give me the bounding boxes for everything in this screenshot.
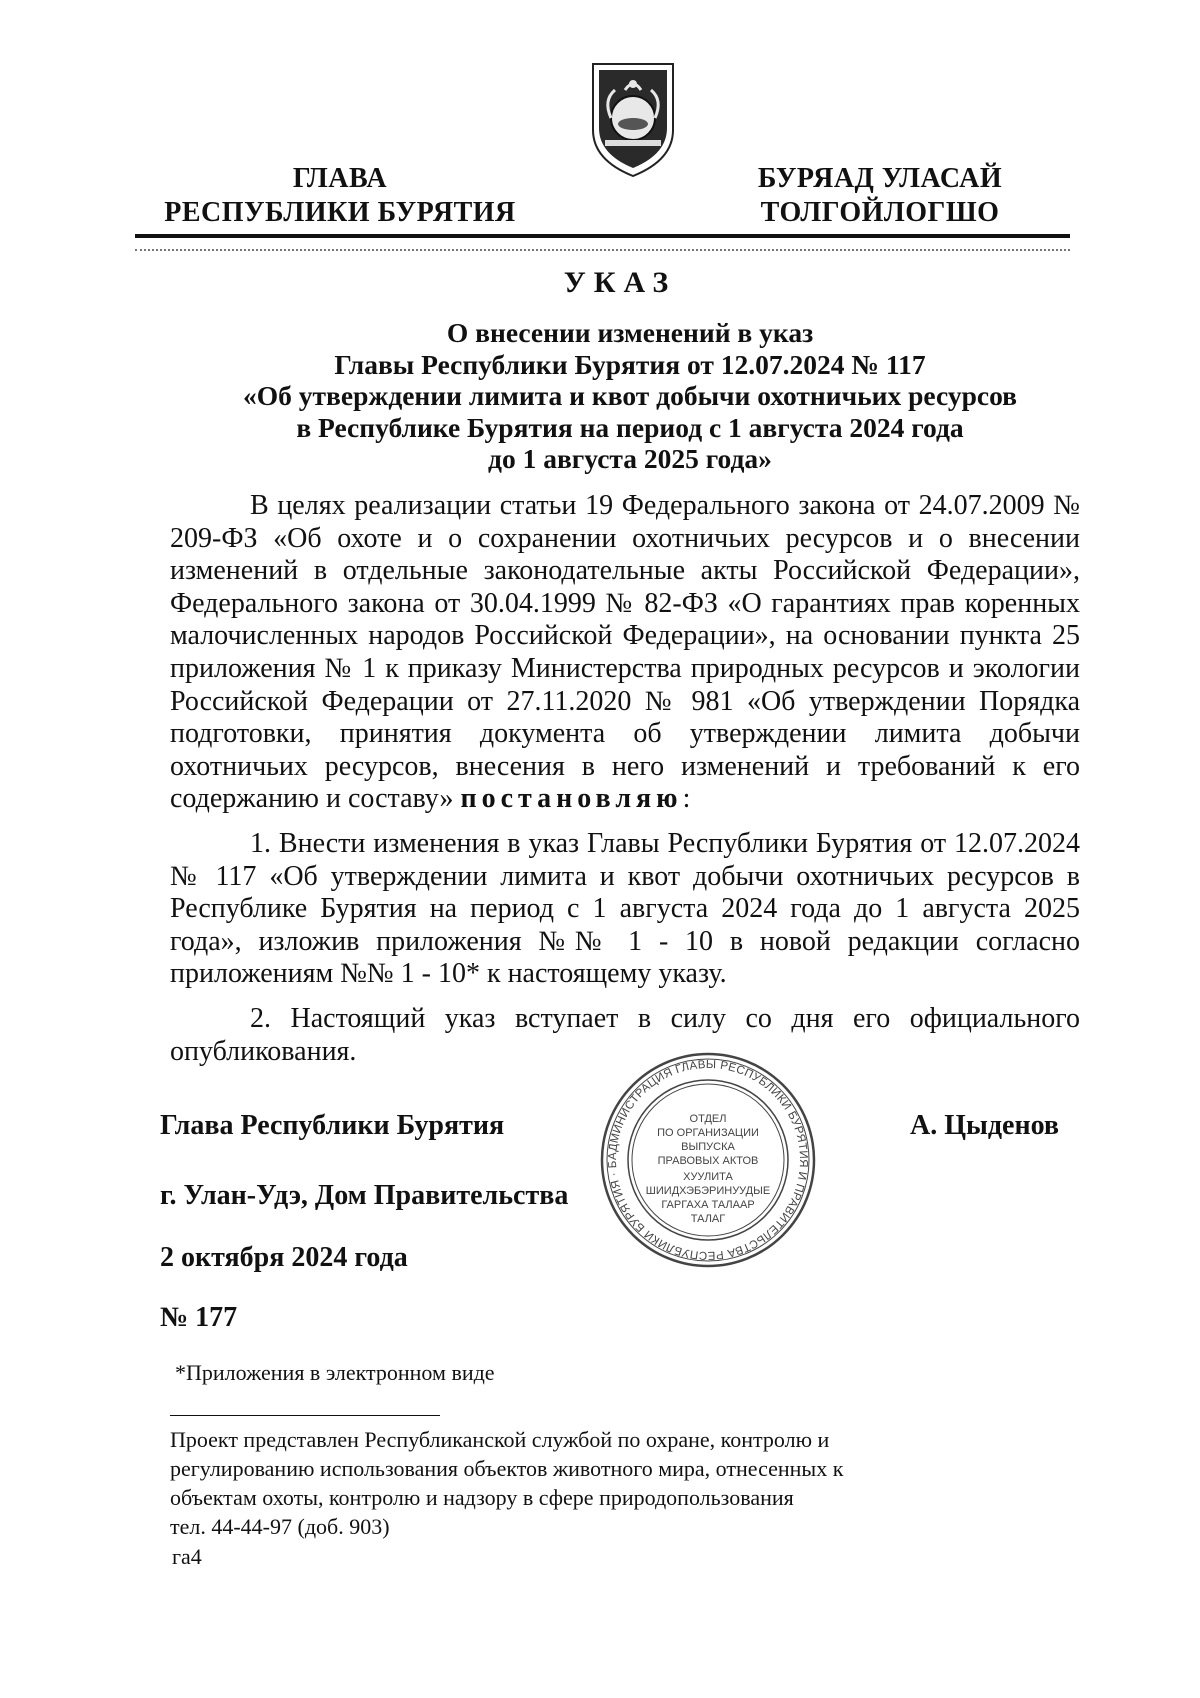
subject-line: до 1 августа 2025 года» bbox=[488, 443, 772, 474]
item-2-text: 2. Настоящий указ вступает в силу со дня его официального опубликования. bbox=[170, 1003, 1080, 1067]
item-1-paragraph bbox=[170, 828, 1080, 991]
coat-of-arms-emblem bbox=[585, 60, 681, 180]
coat-of-arms-icon bbox=[585, 60, 681, 180]
project-note bbox=[170, 1425, 843, 1541]
document-title: УКАЗ bbox=[563, 266, 677, 299]
header-left bbox=[150, 162, 530, 230]
issue-place: г. Улан-Удэ, Дом Правительства bbox=[160, 1180, 569, 1211]
official-seal bbox=[598, 1050, 818, 1270]
preamble-text: В целях реализации статьи 19 Федерального закона от 24.07.2009 № 209-ФЗ «Об охоте и о сохранении охотничьих ресурсов и о внесении изменений в отдельные законодательные акты Российской Федерации», Федерального закона от 30.04.1999 № 82-ФЗ «О гарантиях прав коренных малочисленных народов Российской Федерации», на основании пункта 25 приложения № 1 к приказу Министерства природных ресурсов и экологии Российской Федерации от 27.11.2020 № 981 «Об утверждении Порядка подготовки, принятия документа об утверждении лимита добычи охотничьих ресурсов, внесения в него изменений и требований к его содержанию и составу» bbox=[170, 490, 1080, 815]
subject-line: в Республике Бурятия на период с 1 августа 2024 года bbox=[296, 411, 964, 443]
subject-line: О внесении изменений в указ bbox=[446, 317, 814, 348]
project-note-line: объектам охоты, контролю и надзору в сфере природопользования bbox=[170, 1485, 794, 1510]
project-note-line: тел. 44-44-97 (доб. 903) bbox=[170, 1514, 390, 1539]
project-note-line: регулированию использования объектов животного мира, отнесенных к bbox=[170, 1456, 844, 1481]
document-code: га4 bbox=[172, 1544, 202, 1569]
seal-inner-line: ПРАВОВЫХ АКТОВ bbox=[657, 1155, 759, 1167]
resolve-punct: : bbox=[682, 783, 691, 815]
signatory-position: Глава Республики Бурятия bbox=[160, 1110, 505, 1141]
item-1-text: 1. Внести изменения в указ Главы Республики Бурятия от 12.07.2024 № 117 «Об утверждении лимита и квот добычи охотничьих ресурсов в Республике Бурятия на период с 1 августа 2024 года до 1 августа 2025 года», изложив приложения №№ 1 - 10 в новой редакции согласно приложениям №№ 1 - 10* к настоящему указу. bbox=[170, 828, 1080, 990]
header-right-line2: ТОЛГОЙЛОГШО bbox=[760, 197, 1000, 228]
seal-inner-line: ПО ОРГАНИЗАЦИИ bbox=[657, 1127, 759, 1139]
header-rule-thick bbox=[135, 234, 1070, 238]
issue-date: 2 октября 2024 года bbox=[160, 1242, 408, 1273]
seal-stamp-icon bbox=[598, 1050, 818, 1270]
project-note-line: Проект представлен Республиканской службой по охране, контролю и bbox=[170, 1427, 830, 1452]
header-left-line1: ГЛАВА bbox=[292, 163, 388, 194]
seal-outer-text: АДМИНИСТРАЦИЯ ГЛАВЫ РЕСПУБЛИКИ БУРЯТИЯ И ПРАВИТЕЛЬСТВА РЕСПУБЛИКИ БУРЯТИЯ · Б bbox=[606, 1058, 810, 1262]
preamble-paragraph bbox=[170, 490, 1080, 816]
signatory-name: А. Цыденов bbox=[910, 1110, 1060, 1141]
seal-inner-line: ГАРГАХА ТАЛААР bbox=[661, 1199, 755, 1211]
document-subject bbox=[150, 317, 1110, 475]
header-rule-thin bbox=[135, 249, 1070, 251]
header-right-line1: БУРЯАД УЛАСАЙ bbox=[757, 163, 1003, 194]
header-left-line2: РЕСПУБЛИКИ БУРЯТИЯ bbox=[164, 197, 516, 228]
subject-line: «Об утверждении лимита и квот добычи охотничьих ресурсов bbox=[243, 380, 1017, 411]
decree-number: № 177 bbox=[160, 1302, 238, 1333]
seal-inner-line: ВЫПУСКА bbox=[681, 1141, 735, 1153]
subject-line: Главы Республики Бурятия от 12.07.2024 № 117 bbox=[334, 348, 926, 380]
appendix-footnote: *Приложения в электронном виде bbox=[175, 1360, 495, 1385]
seal-inner-line: ТАЛАГ bbox=[690, 1213, 726, 1225]
seal-inner-line: ШИИДХЭБЭРИНУУДЫЕ bbox=[645, 1185, 771, 1197]
seal-inner-line: ОТДЕЛ bbox=[689, 1113, 727, 1125]
seal-inner-line: ХУУЛИТА bbox=[683, 1171, 733, 1183]
resolve-word: постановляю bbox=[460, 783, 683, 815]
header-right bbox=[735, 162, 1025, 230]
footnote-rule bbox=[170, 1415, 440, 1416]
